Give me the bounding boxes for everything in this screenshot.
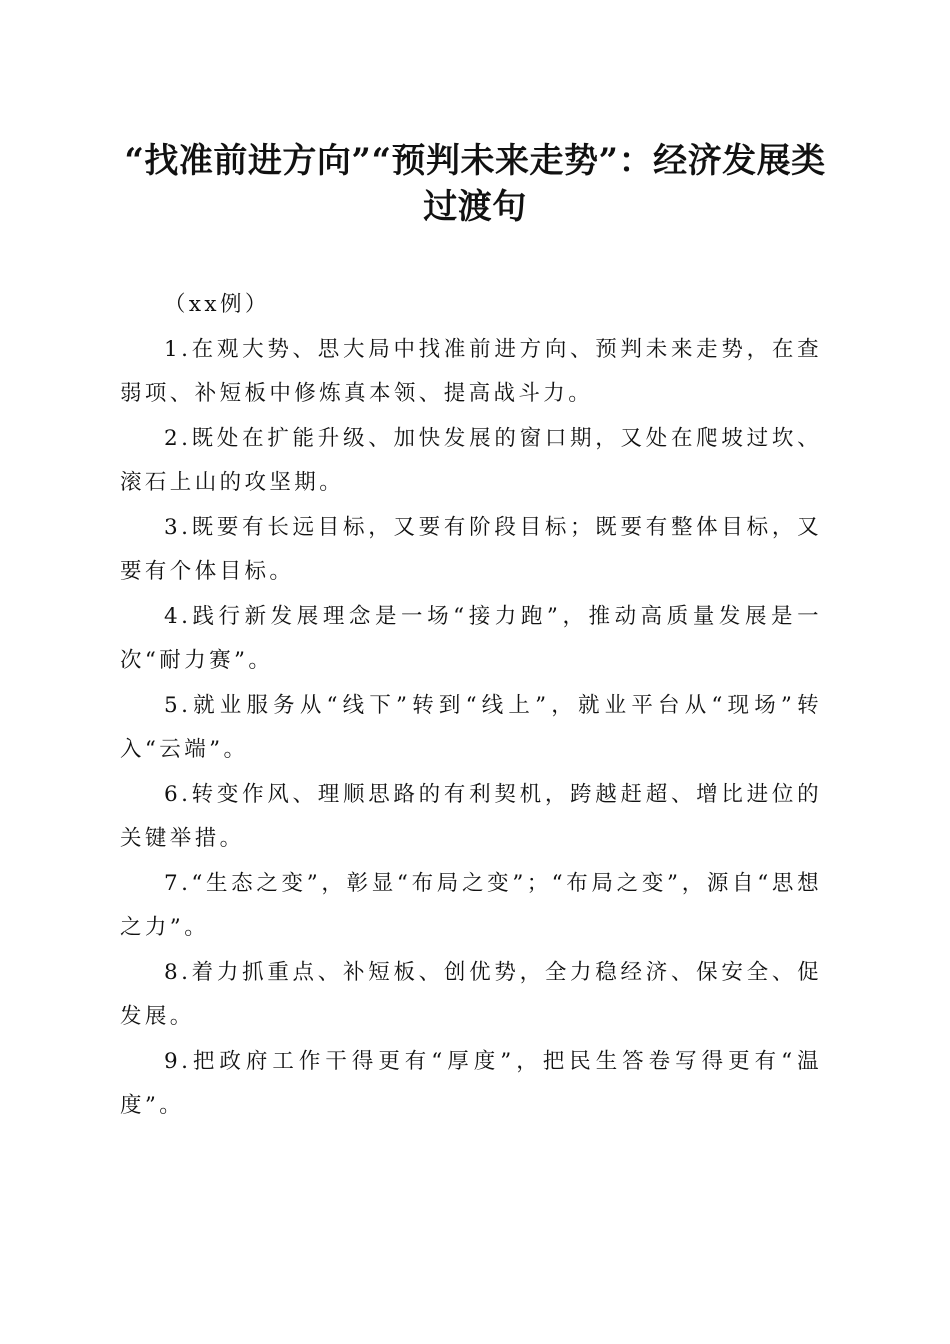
list-item: 2.既处在扩能升级、加快发展的窗口期，又处在爬坡过坎、滚石上山的攻坚期。 bbox=[120, 425, 822, 495]
document-body bbox=[120, 283, 822, 1129]
list-item: 9.把政府工作干得更有“厚度”，把民生答卷写得更有“温度”。 bbox=[120, 1048, 822, 1118]
list-item: 3.既要有长远目标，又要有阶段目标；既要有整体目标，又要有个体目标。 bbox=[120, 514, 822, 584]
list-item: 5.就业服务从“线下”转到“线上”，就业平台从“现场”转入“云端”。 bbox=[120, 692, 822, 762]
list-item: 6.转变作风、理顺思路的有利契机，跨越赶超、增比进位的关键举措。 bbox=[120, 781, 822, 851]
document-title: “找准前进方向”“预判未来走势”：经济发展类过渡句 bbox=[124, 141, 826, 227]
list-item: 7.“生态之变”，彰显“布局之变”；“布局之变”，源自“思想之力”。 bbox=[120, 870, 822, 940]
list-item: 4.践行新发展理念是一场“接力跑”，推动高质量发展是一次“耐力赛”。 bbox=[120, 603, 822, 673]
count-note: （xx例） bbox=[164, 292, 270, 317]
list-item: 8.着力抓重点、补短板、创优势，全力稳经济、保安全、促发展。 bbox=[120, 959, 822, 1029]
list-item: 1.在观大势、思大局中找准前进方向、预判未来走势，在查弱项、补短板中修炼真本领、提高战斗力。 bbox=[120, 336, 822, 406]
